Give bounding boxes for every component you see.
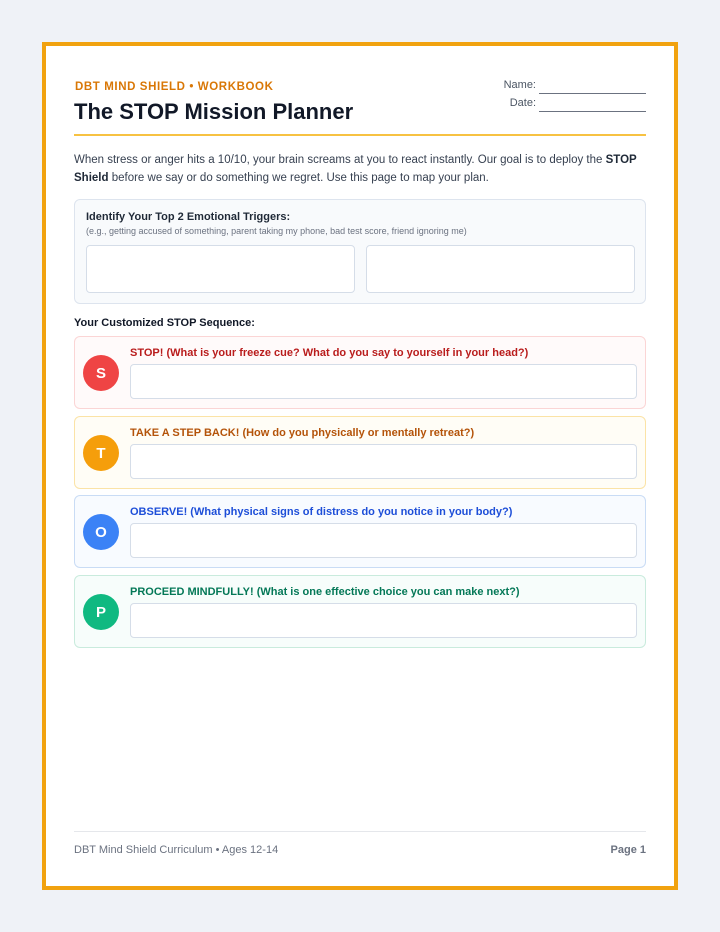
trigger-1-field[interactable] (86, 245, 355, 293)
step-s-prompt: STOP! (What is your freeze cue? What do you say to yourself in your head?) (130, 347, 529, 359)
page-title: The STOP Mission Planner (74, 99, 354, 124)
step-s-badge: S (83, 355, 119, 391)
header-divider (74, 134, 646, 136)
step-stop (74, 336, 646, 409)
step-proceed-mindfully (74, 575, 646, 648)
intro-text-2: before we say or do something we regret. Use this page to map your plan. (108, 172, 489, 184)
worksheet-page (42, 42, 678, 890)
triggers-hint: (e.g., getting accused of something, parent taking my phone, bad test score, friend ignoring me) (86, 226, 467, 236)
step-t-prompt: TAKE A STEP BACK! (How do you physically or mentally retreat?) (130, 427, 475, 439)
name-label: Name: (503, 79, 536, 91)
step-o-prompt: OBSERVE! (What physical signs of distress do you notice in your body?) (130, 506, 513, 518)
step-o-badge: O (83, 514, 119, 550)
date-field[interactable] (539, 100, 646, 112)
step-t-answer-field[interactable] (130, 444, 637, 479)
step-take-a-step-back (74, 416, 646, 489)
intro-text-1: When stress or anger hits a 10/10, your brain screams at you to react instantly. Our goal is to deploy the (74, 154, 606, 166)
triggers-heading: Identify Your Top 2 Emotional Triggers: (86, 211, 291, 223)
step-o-answer-field[interactable] (130, 523, 637, 558)
footer-curriculum: DBT Mind Shield Curriculum • Ages 12-14 (74, 844, 279, 856)
name-field[interactable] (539, 82, 646, 94)
trigger-2-field[interactable] (366, 245, 635, 293)
sequence-heading: Your Customized STOP Sequence: (74, 317, 255, 329)
intro-bold: STOP Shield (74, 154, 637, 184)
triggers-section (74, 199, 646, 304)
step-p-badge: P (83, 594, 119, 630)
date-row (504, 94, 646, 112)
footer-divider (74, 831, 646, 832)
workbook-eyebrow: DBT MIND SHIELD • WORKBOOK (75, 81, 274, 93)
step-p-prompt: PROCEED MINDFULLY! (What is one effective choice you can make next?) (130, 586, 520, 598)
step-t-badge: T (83, 435, 119, 471)
date-label: Date: (509, 97, 536, 109)
name-row (504, 76, 646, 94)
intro-paragraph (74, 151, 649, 187)
step-s-answer-field[interactable] (130, 364, 637, 399)
name-date-block (504, 76, 646, 112)
step-p-answer-field[interactable] (130, 603, 637, 638)
step-observe (74, 495, 646, 568)
page-number: Page 1 (610, 844, 646, 856)
